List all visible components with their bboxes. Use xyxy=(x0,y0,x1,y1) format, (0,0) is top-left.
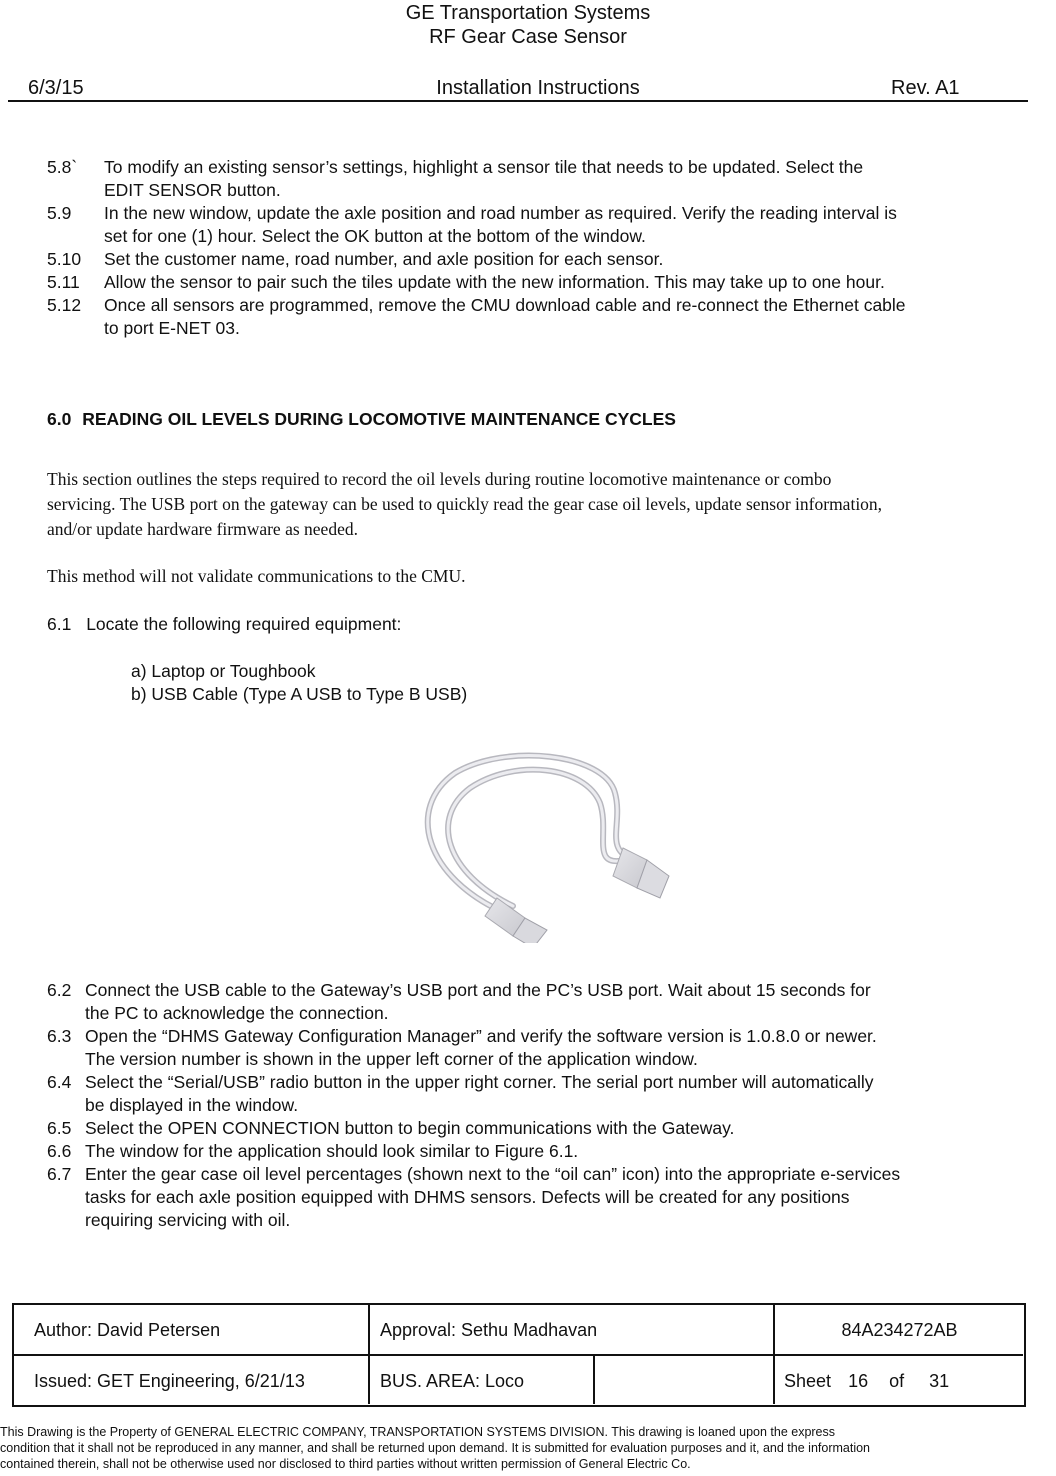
step-text: set for one (1) hour. Select the OK button at the bottom of the window. xyxy=(104,226,646,246)
sheet-number: 16 xyxy=(848,1371,869,1391)
step-text: Allow the sensor to pair such the tiles update with the new information. This may take up to one hour. xyxy=(104,272,885,292)
sheet-of-label: of xyxy=(889,1371,905,1391)
paragraph-line: and/or update hardware firmware as needed. xyxy=(47,519,358,539)
legal-line: contained therein, shall not be otherwise used nor disclosed to third parties without written permission of General Electric Co. xyxy=(0,1457,691,1471)
paragraph-line: This section outlines the steps required to record the oil levels during routine locomotive maintenance or combo xyxy=(47,469,832,489)
step-text: to port E-NET 03. xyxy=(104,318,240,338)
approval-field: Approval: Sethu Madhavan xyxy=(380,1320,598,1340)
step-number: 5.9 xyxy=(47,203,72,223)
sheet-total: 31 xyxy=(929,1371,950,1391)
table-col-divider xyxy=(773,1305,775,1404)
table-col-divider xyxy=(593,1356,595,1404)
step-text: The window for the application should look similar to Figure 6.1. xyxy=(85,1141,579,1161)
product-name: RF Gear Case Sensor xyxy=(429,26,627,48)
step-number: 6.2 xyxy=(47,980,72,1000)
step-6-1 xyxy=(47,613,401,636)
equipment-item: b) USB Cable (Type A USB to Type B USB) xyxy=(131,684,468,704)
step-text: Set the customer name, road number, and axle position for each sensor. xyxy=(104,249,664,269)
usb-type-b-connector xyxy=(613,848,669,898)
step-number: 6.4 xyxy=(47,1072,72,1092)
note-paragraph: This method will not validate communications to the CMU. xyxy=(47,566,466,586)
bus-area-field: BUS. AREA: Loco xyxy=(380,1371,525,1391)
step-number: 5.12 xyxy=(47,295,82,315)
steps-6-list xyxy=(47,979,1055,1239)
issued-field: Issued: GET Engineering, 6/21/13 xyxy=(34,1371,305,1391)
legal-line: condition that it shall not be reproduced in any manner, and shall be returned upon demand. It is submitted for evaluation purposes and it, and the information xyxy=(0,1441,870,1455)
step-text: Connect the USB cable to the Gateway’s USB port and the PC’s USB port. Wait about 15 seconds for xyxy=(85,980,871,1000)
step-number: 6.7 xyxy=(47,1164,72,1184)
header-divider xyxy=(8,100,1028,102)
step-text: Open the “DHMS Gateway Configuration Manager” and verify the software version is 1.0.8.0 or newer. xyxy=(85,1026,877,1046)
step-text: be displayed in the window. xyxy=(85,1095,299,1115)
section-number: 6.0 xyxy=(47,409,72,429)
section-heading xyxy=(47,409,676,430)
step-text: To modify an existing sensor’s settings, highlight a sensor tile that needs to be updated. Select the xyxy=(104,157,864,177)
sheet-info xyxy=(784,1371,949,1392)
step-number: 5.8` xyxy=(47,157,78,177)
author-field: Author: David Petersen xyxy=(34,1320,221,1340)
revision: Rev. A1 xyxy=(891,77,960,99)
step-text: the PC to acknowledge the connection. xyxy=(85,1003,389,1023)
title-block xyxy=(12,1303,1026,1407)
step-text: Select the OPEN CONNECTION button to begin communications with the Gateway. xyxy=(85,1118,735,1138)
step-text: requiring servicing with oil. xyxy=(85,1210,291,1230)
step-number: 6.1 xyxy=(47,614,72,634)
intro-paragraph xyxy=(47,467,1052,542)
step-text: Select the “Serial/USB” radio button in the upper right corner. The serial port number will automatically xyxy=(85,1072,874,1092)
section-title: READING OIL LEVELS DURING LOCOMOTIVE MAINTENANCE CYCLES xyxy=(82,409,676,429)
step-text: Locate the following required equipment: xyxy=(86,614,402,634)
paragraph-line: servicing. The USB port on the gateway can be used to quickly read the gear case oil levels, update sensor information, xyxy=(47,494,883,514)
table-row-divider xyxy=(14,1354,1023,1356)
step-text: Enter the gear case oil level percentages (shown next to the “oil can” icon) into the appropriate e-services xyxy=(85,1164,901,1184)
step-number: 6.6 xyxy=(47,1141,72,1161)
step-text: In the new window, update the axle position and road number as required. Verify the reading interval is xyxy=(104,203,897,223)
doc-title: Installation Instructions xyxy=(436,77,640,99)
legal-line: This Drawing is the Property of GENERAL ELECTRIC COMPANY, TRANSPORTATION SYSTEMS DIVISION. This drawing is loaned upon the express xyxy=(0,1425,836,1439)
equipment-item: a) Laptop or Toughbook xyxy=(131,661,316,681)
doc-date: 6/3/15 xyxy=(28,77,84,99)
step-text: EDIT SENSOR button. xyxy=(104,180,281,200)
table-col-divider xyxy=(368,1305,370,1404)
step-number: 5.11 xyxy=(47,272,80,292)
step-number: 6.5 xyxy=(47,1118,72,1138)
step-number: 5.10 xyxy=(47,249,82,269)
usb-cable-image xyxy=(385,748,685,943)
step-text: The version number is shown in the upper left corner of the application window. xyxy=(85,1049,698,1069)
step-number: 6.3 xyxy=(47,1026,72,1046)
company-name: GE Transportation Systems xyxy=(405,2,651,24)
steps-5-list xyxy=(47,156,1055,346)
step-text: Once all sensors are programmed, remove the CMU download cable and re-connect the Ethernet cable xyxy=(104,295,906,315)
sheet-label: Sheet xyxy=(784,1371,832,1391)
legal-notice xyxy=(0,1424,1056,1472)
step-text: tasks for each axle position equipped with DHMS sensors. Defects will be created for any positions xyxy=(85,1187,850,1207)
usb-type-a-connector xyxy=(485,898,547,943)
equipment-list xyxy=(131,660,467,706)
doc-number: 84A234272AB xyxy=(841,1320,958,1340)
